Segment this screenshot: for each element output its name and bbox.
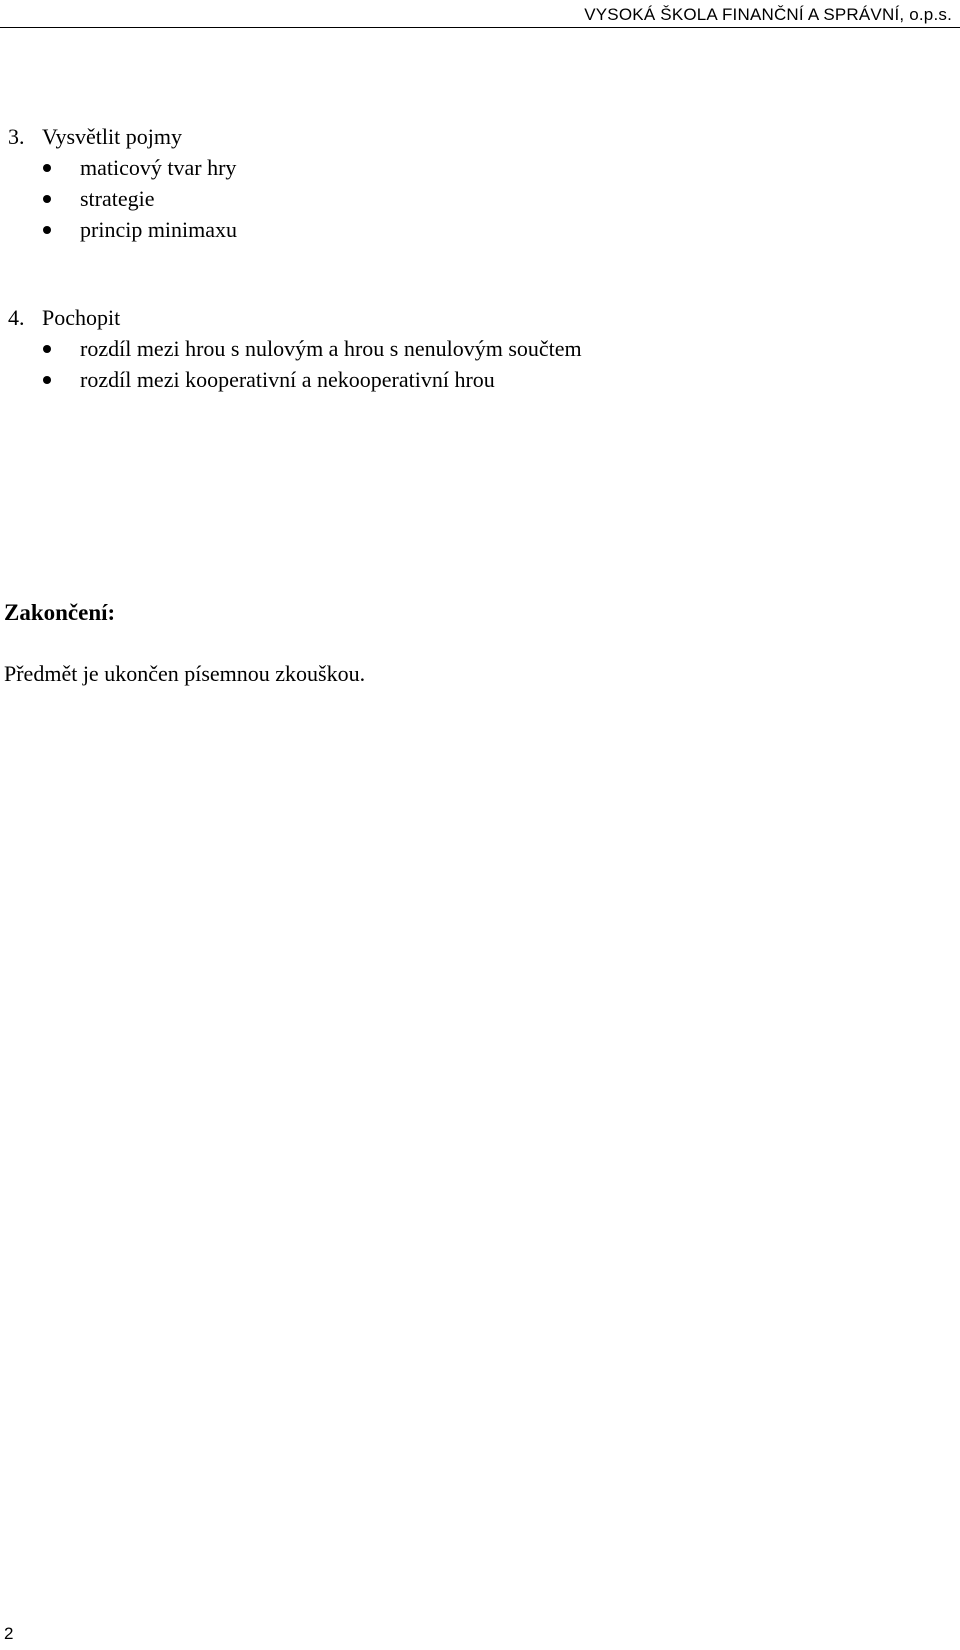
bullet-list (8, 333, 582, 395)
page-header (0, 0, 960, 28)
list-item-text: rozdíl mezi hrou s nulovým a hrou s nenulovým součtem (80, 336, 582, 361)
list-item (8, 152, 237, 183)
bullet-icon (43, 376, 51, 384)
list-item-text: rozdíl mezi kooperativní a nekooperativní hrou (80, 367, 495, 392)
conclusion-heading: Zakončení: (4, 600, 116, 625)
section-heading (8, 302, 582, 333)
section-3 (8, 121, 237, 245)
bullet-icon (43, 226, 51, 234)
page-number: 2 (4, 1624, 14, 1643)
list-item (8, 364, 582, 395)
section-title: Pochopit (42, 305, 121, 330)
list-item-text: strategie (80, 186, 155, 211)
section-heading (8, 121, 237, 152)
list-item-text: princip minimaxu (80, 217, 238, 242)
conclusion-text: Předmět je ukončen písemnou zkouškou. (4, 661, 366, 686)
bullet-icon (43, 164, 51, 172)
bullet-list (8, 152, 237, 245)
list-item (8, 183, 237, 214)
section-4 (8, 302, 582, 395)
list-item-text: maticový tvar hry (80, 155, 237, 180)
bullet-icon (43, 195, 51, 203)
list-item (8, 333, 582, 364)
section-number: 4. (8, 305, 25, 330)
bullet-icon (43, 345, 51, 353)
list-item (8, 214, 237, 245)
header-title: VYSOKÁ ŠKOLA FINANČNÍ A SPRÁVNÍ, o.p.s. (584, 5, 952, 24)
section-number: 3. (8, 124, 25, 149)
section-title: Vysvětlit pojmy (42, 124, 182, 149)
